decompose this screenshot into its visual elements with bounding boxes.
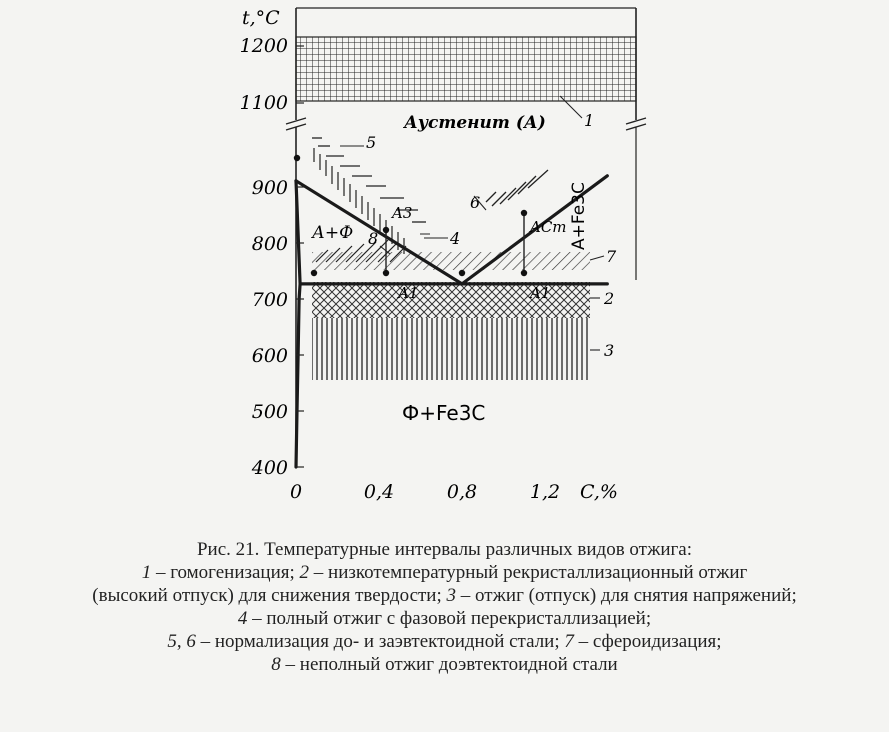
- zone-6-normalization-hatch: [486, 170, 548, 206]
- x-tick-label-0: 0: [289, 481, 303, 503]
- y-tick-label-800: 800: [251, 233, 288, 255]
- caption-line-2: 1 – гомогенизация; 2 – низкотемпературный рекристаллизационный отжиг: [141, 562, 748, 583]
- region-a-plus-fe3c: А+Fe3C: [569, 182, 589, 250]
- caption-line-3: (высокий отпуск) для снижения твердости; 3 – отжиг (отпуск) для снятия напряжений;: [92, 585, 797, 606]
- figure-caption: [0, 538, 889, 676]
- y-ticks-upper: [240, 35, 304, 114]
- zone-number-3: 3: [604, 341, 615, 360]
- point-a1-left: [383, 270, 389, 276]
- region-austenite: Аустенит (А): [404, 113, 546, 133]
- y-tick-label-400: 400: [251, 457, 288, 479]
- label-a3: A3: [392, 204, 413, 222]
- point-acm: [521, 210, 527, 216]
- y-tick-label-1100: 1100: [239, 92, 288, 114]
- x-tick-label-3: 1,2: [529, 481, 561, 503]
- x-tick-label-1: 0,4: [363, 481, 395, 503]
- y-tick-label-900: 900: [251, 177, 288, 199]
- region-f-plus-fe3c: Ф+Fe3C: [402, 401, 486, 425]
- zone-number-8: 8: [368, 229, 379, 248]
- point-a1-right: [521, 270, 527, 276]
- caption-line-4: 4 – полный отжиг с фазовой перекристаллизацией;: [237, 608, 652, 629]
- label-a1-left: A1: [398, 284, 419, 302]
- label-acm: ACm: [530, 218, 567, 236]
- zone-number-2: 2: [604, 289, 615, 308]
- zone-3-stress-relief: [312, 318, 590, 380]
- caption-line-5: 5, 6 – нормализация до- и заэвтектоидной стали; 7 – сфероидизация;: [167, 631, 722, 652]
- point-a3: [383, 227, 389, 233]
- region-a-plus-f: А+Ф: [312, 223, 354, 243]
- zone-number-1: 1: [584, 111, 595, 130]
- y-tick-label-1200: 1200: [239, 35, 288, 57]
- x-ticks: [290, 481, 560, 503]
- y-axis-label: t,°C: [242, 7, 280, 29]
- zone-number-6: 6: [470, 193, 481, 212]
- caption-line-1: Рис. 21. Температурные интервалы различных видов отжига:: [196, 539, 693, 560]
- zone-1-homogenization: [296, 37, 636, 101]
- point-900: [294, 155, 300, 161]
- caption-line-6: 8 – неполный отжиг доэвтектоидной стали: [271, 654, 618, 675]
- point-eutectoid-left: [311, 270, 317, 276]
- zone-number-7: 7: [606, 247, 617, 266]
- y-tick-label-500: 500: [251, 401, 288, 423]
- x-axis-label: C,%: [580, 481, 618, 503]
- label-a1-right: A1: [530, 284, 551, 302]
- zone-number-5: 5: [366, 133, 377, 152]
- zone-number-4: 4: [450, 229, 461, 248]
- x-tick-label-2: 0,8: [446, 481, 478, 503]
- y-tick-label-600: 600: [251, 345, 288, 367]
- y-tick-label-700: 700: [251, 289, 288, 311]
- point-eutectoid: [459, 270, 465, 276]
